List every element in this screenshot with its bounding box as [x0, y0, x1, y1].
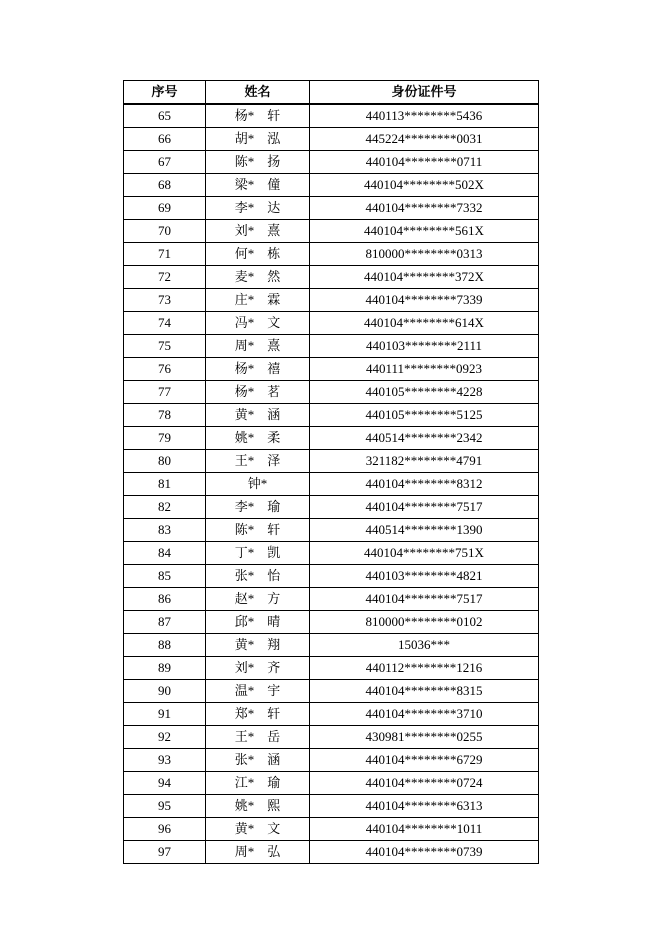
id-number-cell: 440103********2111 [310, 335, 539, 358]
name-cell: 李* 瑜 [206, 496, 310, 519]
name-cell: 赵* 方 [206, 588, 310, 611]
table-row [124, 749, 539, 772]
serial-cell: 91 [124, 703, 206, 726]
name-cell: 杨* 茗 [206, 381, 310, 404]
table-row [124, 473, 539, 496]
table-row [124, 335, 539, 358]
name-cell: 江* 瑜 [206, 772, 310, 795]
serial-cell: 73 [124, 289, 206, 312]
id-number-cell: 440105********5125 [310, 404, 539, 427]
table-row [124, 450, 539, 473]
name-cell: 姚* 熙 [206, 795, 310, 818]
table-row [124, 174, 539, 197]
id-number-cell: 440104********1011 [310, 818, 539, 841]
serial-cell: 94 [124, 772, 206, 795]
table-row [124, 680, 539, 703]
id-number-cell: 430981********0255 [310, 726, 539, 749]
serial-cell: 87 [124, 611, 206, 634]
name-cell: 刘* 熹 [206, 220, 310, 243]
id-number-cell: 440104********8315 [310, 680, 539, 703]
serial-cell: 92 [124, 726, 206, 749]
header-name: 姓名 [206, 81, 310, 105]
name-cell: 麦* 然 [206, 266, 310, 289]
table-row [124, 266, 539, 289]
name-cell: 周* 弘 [206, 841, 310, 864]
id-number-cell: 440104********561X [310, 220, 539, 243]
table-row [124, 703, 539, 726]
table-row [124, 565, 539, 588]
id-number-cell: 440104********0739 [310, 841, 539, 864]
serial-cell: 75 [124, 335, 206, 358]
table-row [124, 404, 539, 427]
table-row [124, 289, 539, 312]
table-row [124, 197, 539, 220]
serial-cell: 83 [124, 519, 206, 542]
id-number-cell: 440104********7332 [310, 197, 539, 220]
table-row [124, 542, 539, 565]
name-cell: 张* 涵 [206, 749, 310, 772]
serial-cell: 72 [124, 266, 206, 289]
serial-cell: 76 [124, 358, 206, 381]
name-cell: 何* 栋 [206, 243, 310, 266]
serial-cell: 97 [124, 841, 206, 864]
name-cell: 胡* 泓 [206, 128, 310, 151]
table-row [124, 427, 539, 450]
name-cell: 王* 泽 [206, 450, 310, 473]
serial-cell: 68 [124, 174, 206, 197]
name-cell: 王* 岳 [206, 726, 310, 749]
serial-cell: 96 [124, 818, 206, 841]
table-row [124, 358, 539, 381]
table-body [124, 104, 539, 864]
serial-cell: 90 [124, 680, 206, 703]
serial-cell: 66 [124, 128, 206, 151]
serial-cell: 84 [124, 542, 206, 565]
serial-cell: 79 [124, 427, 206, 450]
table-row [124, 496, 539, 519]
serial-cell: 86 [124, 588, 206, 611]
table-row [124, 588, 539, 611]
table-row [124, 220, 539, 243]
table-row [124, 657, 539, 680]
table-row [124, 128, 539, 151]
serial-cell: 74 [124, 312, 206, 335]
name-cell: 刘* 齐 [206, 657, 310, 680]
name-cell: 温* 宇 [206, 680, 310, 703]
serial-cell: 70 [124, 220, 206, 243]
serial-cell: 88 [124, 634, 206, 657]
serial-cell: 71 [124, 243, 206, 266]
name-cell: 邱* 晴 [206, 611, 310, 634]
table-row [124, 519, 539, 542]
id-number-cell: 440113********5436 [310, 104, 539, 128]
serial-cell: 81 [124, 473, 206, 496]
serial-cell: 82 [124, 496, 206, 519]
id-number-cell: 440104********751X [310, 542, 539, 565]
id-number-cell: 440104********7339 [310, 289, 539, 312]
id-number-cell: 15036*** [310, 634, 539, 657]
name-cell: 姚* 柔 [206, 427, 310, 450]
table-row [124, 243, 539, 266]
name-cell: 庄* 霖 [206, 289, 310, 312]
id-number-cell: 440105********4228 [310, 381, 539, 404]
serial-cell: 77 [124, 381, 206, 404]
id-number-cell: 445224********0031 [310, 128, 539, 151]
table-row [124, 818, 539, 841]
id-number-cell: 440104********0711 [310, 151, 539, 174]
id-number-cell: 810000********0313 [310, 243, 539, 266]
id-number-cell: 440104********502X [310, 174, 539, 197]
serial-cell: 85 [124, 565, 206, 588]
id-number-cell: 440104********3710 [310, 703, 539, 726]
serial-cell: 65 [124, 104, 206, 128]
id-number-cell: 440104********6313 [310, 795, 539, 818]
name-cell: 黄* 翔 [206, 634, 310, 657]
serial-cell: 69 [124, 197, 206, 220]
id-number-cell: 321182********4791 [310, 450, 539, 473]
id-number-cell: 440104********7517 [310, 588, 539, 611]
serial-cell: 95 [124, 795, 206, 818]
serial-cell: 89 [124, 657, 206, 680]
name-cell: 周* 熹 [206, 335, 310, 358]
name-cell: 张* 怡 [206, 565, 310, 588]
id-number-cell: 440104********7517 [310, 496, 539, 519]
serial-cell: 67 [124, 151, 206, 174]
name-cell: 黄* 涵 [206, 404, 310, 427]
name-cell: 杨* 轩 [206, 104, 310, 128]
table-row [124, 726, 539, 749]
table-row [124, 312, 539, 335]
table-row [124, 772, 539, 795]
serial-cell: 93 [124, 749, 206, 772]
id-number-cell: 440111********0923 [310, 358, 539, 381]
header-serial-number: 序号 [124, 81, 206, 105]
name-cell: 李* 达 [206, 197, 310, 220]
id-number-cell: 440104********8312 [310, 473, 539, 496]
serial-cell: 78 [124, 404, 206, 427]
name-cell: 陈* 扬 [206, 151, 310, 174]
name-cell: 郑* 轩 [206, 703, 310, 726]
id-number-cell: 440514********2342 [310, 427, 539, 450]
table-row [124, 634, 539, 657]
name-cell: 杨* 禧 [206, 358, 310, 381]
id-number-cell: 440104********0724 [310, 772, 539, 795]
name-cell: 丁* 凯 [206, 542, 310, 565]
name-cell: 梁* 僮 [206, 174, 310, 197]
table-header-row [124, 81, 539, 105]
table-row [124, 151, 539, 174]
id-number-cell: 440514********1390 [310, 519, 539, 542]
id-number-cell: 440104********372X [310, 266, 539, 289]
table-row [124, 611, 539, 634]
table-row [124, 841, 539, 864]
name-cell: 黄* 文 [206, 818, 310, 841]
id-number-cell: 440104********6729 [310, 749, 539, 772]
id-number-cell: 440112********1216 [310, 657, 539, 680]
serial-cell: 80 [124, 450, 206, 473]
id-number-table [123, 80, 539, 864]
id-number-cell: 440104********614X [310, 312, 539, 335]
id-number-cell: 810000********0102 [310, 611, 539, 634]
header-id-number: 身份证件号 [310, 81, 539, 105]
id-number-cell: 440103********4821 [310, 565, 539, 588]
name-cell: 冯* 文 [206, 312, 310, 335]
name-cell: 钟* [206, 473, 310, 496]
name-cell: 陈* 轩 [206, 519, 310, 542]
table-row [124, 104, 539, 128]
table-row [124, 381, 539, 404]
table-row [124, 795, 539, 818]
